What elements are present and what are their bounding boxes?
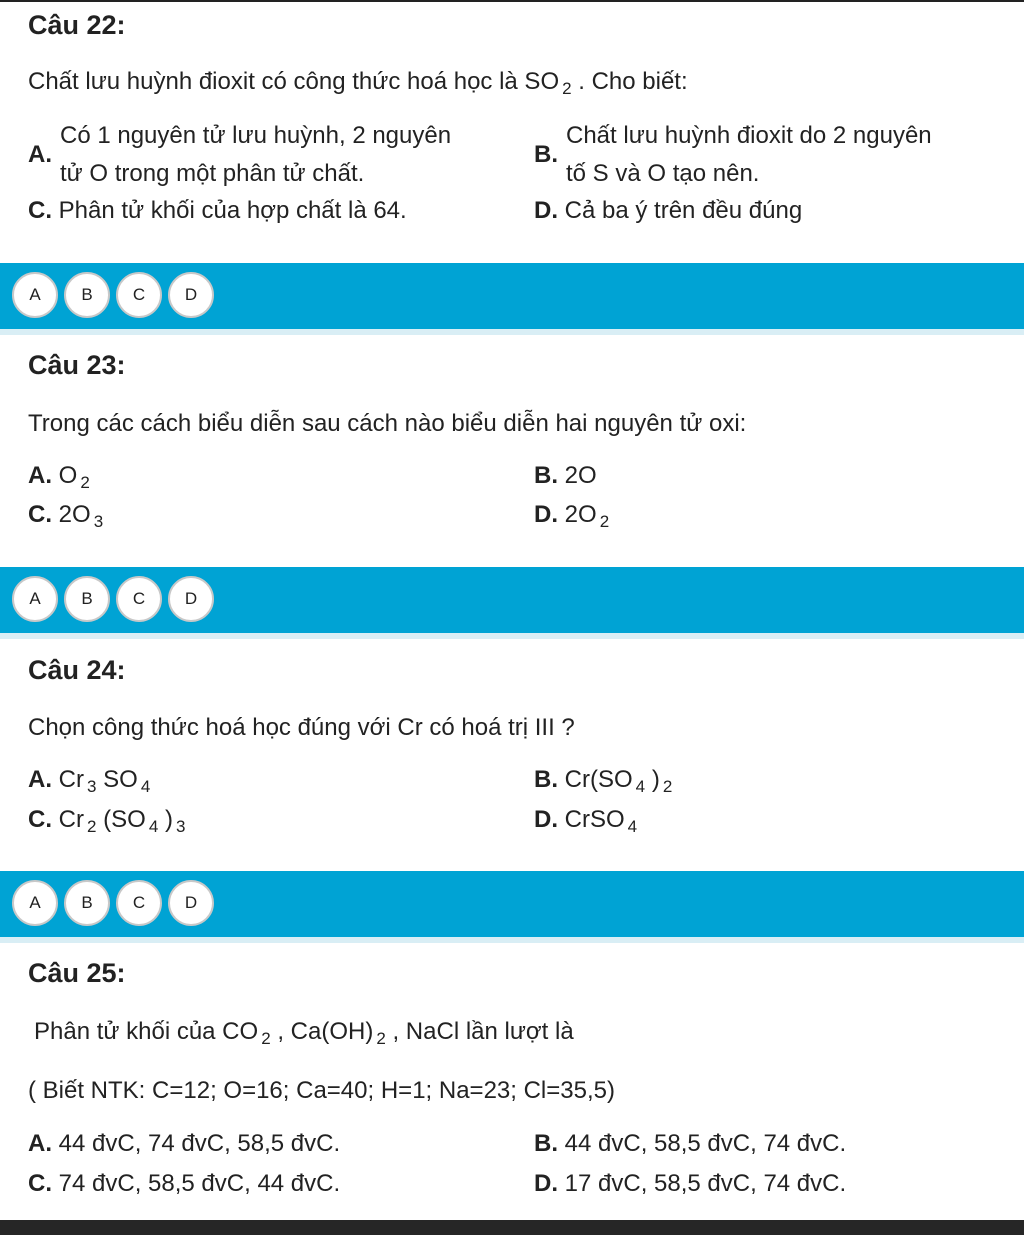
answer-button-c[interactable]: C <box>116 272 162 318</box>
option-a[interactable]: A. Cr $_3$ SO $_4$ <box>28 766 151 796</box>
question-text: Chọn công thức hoá học đúng với Cr có hoá trị III ? <box>28 714 575 741</box>
option-d[interactable]: D. Cả ba ý trên đều đúng <box>534 197 803 224</box>
answer-button-b[interactable]: B <box>64 880 110 926</box>
answer-button-d[interactable]: D <box>168 272 214 318</box>
answer-button-a[interactable]: A <box>12 576 58 622</box>
bottom-bar <box>0 1220 1024 1235</box>
option-c[interactable]: C. Phân tử khối của hợp chất là 64. <box>28 197 407 224</box>
answer-bar-23 <box>0 567 1024 633</box>
answer-button-c[interactable]: C <box>116 880 162 926</box>
option-d[interactable]: D. CrSO $_4$ <box>534 806 638 836</box>
answer-button-c[interactable]: C <box>116 576 162 622</box>
question-title: Câu 23: <box>28 350 126 380</box>
option-a[interactable]: A. O $_2$ <box>28 462 90 492</box>
answer-button-d[interactable]: D <box>168 576 214 622</box>
question-text: Trong các cách biểu diễn sau cách nào biểu diễn hai nguyên tử oxi: <box>28 410 747 437</box>
option-b[interactable]: B. Chất lưu huỳnh đioxit do 2 nguyên tố S và O tạo nên. <box>534 122 932 187</box>
answer-button-a[interactable]: A <box>12 880 58 926</box>
question-text: Chất lưu huỳnh đioxit có công thức hoá học là SO $_2$ . Cho biết: <box>28 68 688 98</box>
question-hint: ( Biết NTK: C=12; O=16; Ca=40; H=1; Na=23; Cl=35,5) <box>28 1077 615 1104</box>
option-c[interactable]: C. Cr $_2$ (SO $_4$ ) $_3$ <box>28 806 186 836</box>
divider <box>0 329 1024 335</box>
question-text: Phân tử khối của CO $_2$ , Ca(OH) $_2$ , NaCl lần lượt là <box>34 1018 574 1048</box>
option-d[interactable]: D. 2O $_2$ <box>534 501 610 531</box>
option-c[interactable]: C. 74 đvC, 58,5 đvC, 44 đvC. <box>28 1170 341 1197</box>
option-c[interactable]: C. 2O $_3$ <box>28 501 104 531</box>
question-title: Câu 24: <box>28 655 126 685</box>
top-divider <box>0 0 1024 2</box>
option-b[interactable]: B. 2O <box>534 462 597 489</box>
divider <box>0 937 1024 943</box>
option-b[interactable]: B. Cr(SO $_4$ ) $_2$ <box>534 766 673 796</box>
question-title: Câu 22: <box>28 10 126 40</box>
answer-bar-22 <box>0 263 1024 329</box>
answer-button-b[interactable]: B <box>64 576 110 622</box>
answer-button-b[interactable]: B <box>64 272 110 318</box>
divider <box>0 633 1024 639</box>
answer-bar-24 <box>0 871 1024 937</box>
option-b[interactable]: B. 44 đvC, 58,5 đvC, 74 đvC. <box>534 1130 847 1157</box>
answer-button-a[interactable]: A <box>12 272 58 318</box>
option-a[interactable]: A. Có 1 nguyên tử lưu huỳnh, 2 nguyên tử O trong một phân tử chất. <box>28 122 452 187</box>
question-title: Câu 25: <box>28 958 126 988</box>
option-a[interactable]: A. 44 đvC, 74 đvC, 58,5 đvC. <box>28 1130 341 1157</box>
option-d[interactable]: D. 17 đvC, 58,5 đvC, 74 đvC. <box>534 1170 847 1197</box>
answer-button-d[interactable]: D <box>168 880 214 926</box>
